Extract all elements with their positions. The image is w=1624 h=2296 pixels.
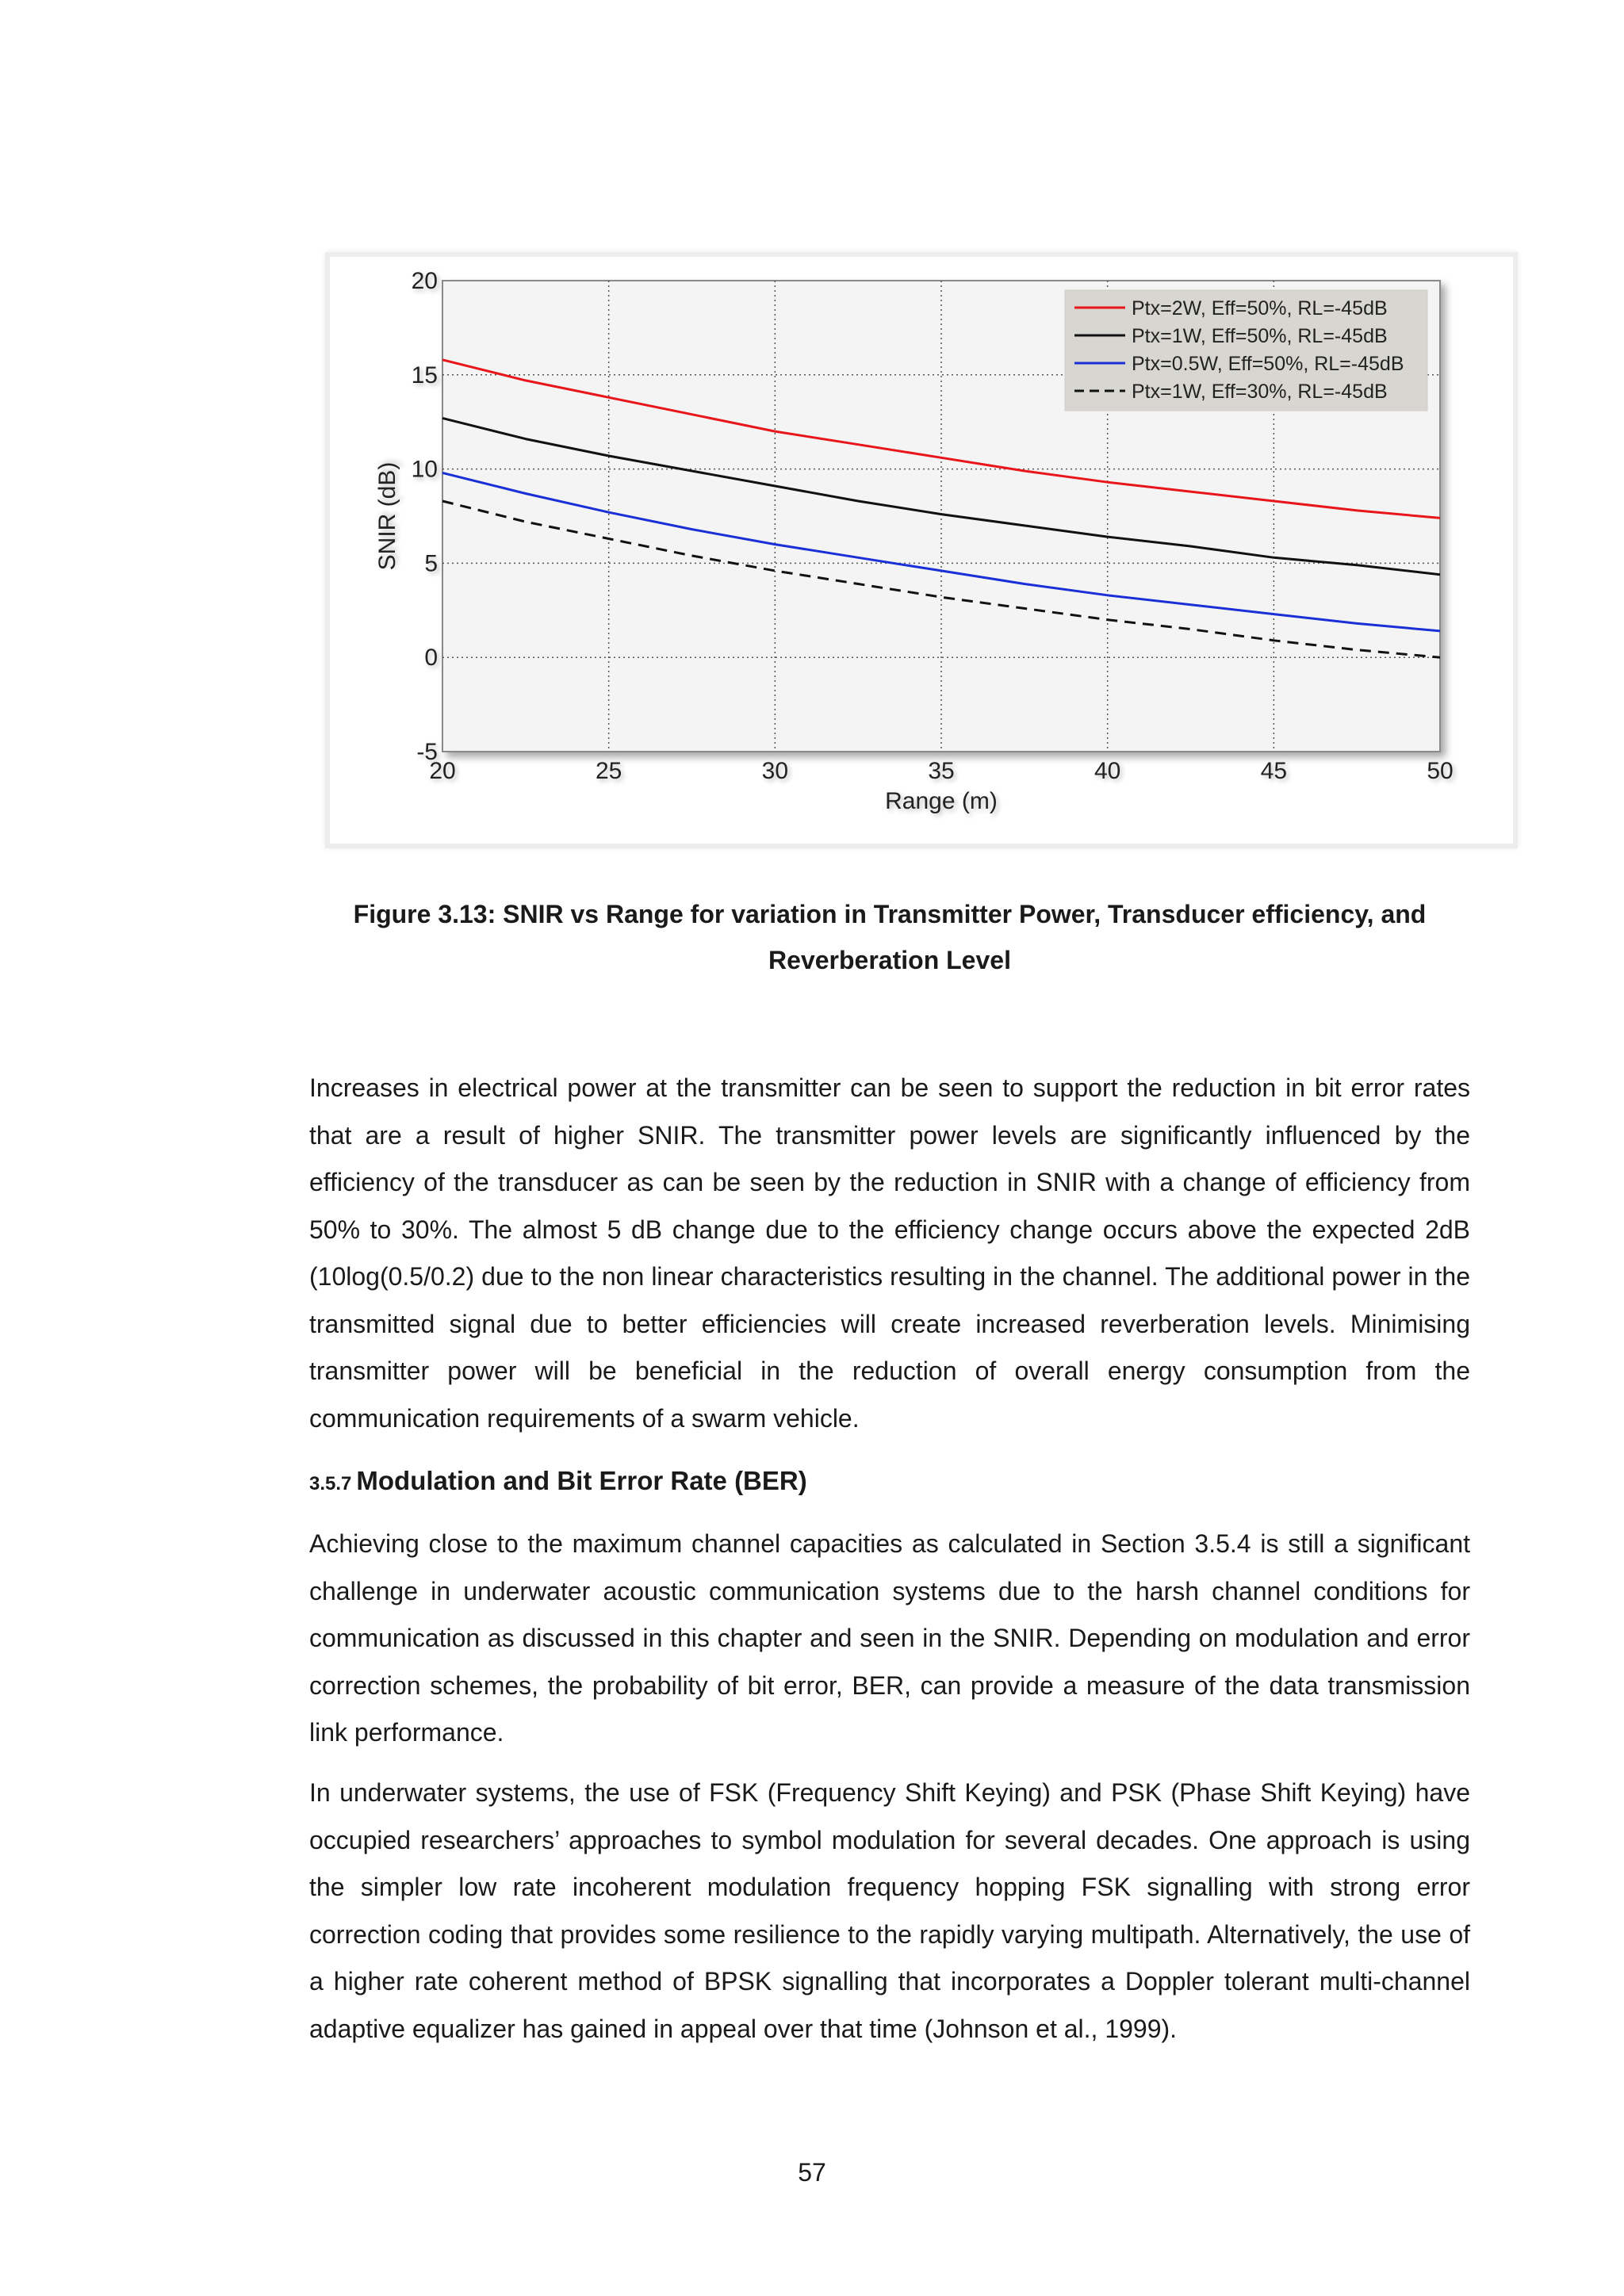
x-tick-label: 45 <box>1260 758 1288 784</box>
figure-caption <box>309 891 1470 983</box>
caption-line-2: Reverberation Level <box>768 946 1011 974</box>
y-tick-label: 10 <box>411 456 438 483</box>
y-tick-label: 15 <box>411 362 438 388</box>
x-tick-label: 50 <box>1427 758 1454 784</box>
y-tick-label: -5 <box>416 739 438 765</box>
paragraph-transmitter-power: Increases in electrical power at the transmitter can be seen to support the reduction in bit error rates that are a result of higher SNIR. The transmitter power levels are significantly influenced by the efficiency of the transducer as can be seen by the reduction in SNIR with a change of efficiency from 50% to 30%. The almost 5 dB change due to the efficiency change occurs above the expected 2dB (10log(0.5/0.2) due to the non linear characteristics resulting in the channel. The additional power in the transmitted signal due to better efficiencies will create increased reverberation levels. Minimising transmitter power will be beneficial in the reduction of overall energy consumption from the communication requirements of a swarm vehicle. <box>309 1073 1470 1433</box>
x-axis-label: Range (m) <box>885 788 998 814</box>
paragraph-fsk-psk: In underwater systems, the use of FSK (Frequency Shift Keying) and PSK (Phase Shift Keying) have occupied researchers’ approaches to symbol modulation for several decades. One approach is using the simpler low rate incoherent modulation frequency hopping FSK signalling with strong error correction coding that provides some resilience to the rapidly varying multipath. Alternatively, the use of a higher rate coherent method of BPSK signalling that incorporates a Doppler tolerant multi-channel adaptive equalizer has gained in appeal over that time (Johnson et al., 1999). <box>309 1778 1470 2043</box>
y-tick-label: 0 <box>424 645 438 672</box>
page-number: 57 <box>798 2158 826 2187</box>
section-heading <box>309 1460 807 1505</box>
y-tick-label: 20 <box>411 268 438 294</box>
legend-label: Ptx=1W, Eff=30%, RL=-45dB <box>1132 381 1388 403</box>
y-tick-label: 5 <box>424 550 438 577</box>
x-tick-label: 25 <box>595 758 622 784</box>
x-tick-label: 40 <box>1094 758 1121 784</box>
x-tick-label: 30 <box>761 758 789 784</box>
legend-label: Ptx=0.5W, Eff=50%, RL=-45dB <box>1132 353 1404 375</box>
legend <box>1065 290 1427 411</box>
snir-range-chart <box>325 252 1518 848</box>
caption-line-1: Figure 3.13: SNIR vs Range for variation in Transmitter Power, Transducer efficiency, and <box>353 900 1427 928</box>
x-tick-label: 35 <box>928 758 955 784</box>
legend-label: Ptx=1W, Eff=50%, RL=-45dB <box>1132 325 1388 347</box>
section-title: Modulation and Bit Error Rate (BER) <box>356 1466 807 1495</box>
x-tick-label: 20 <box>429 758 456 784</box>
paragraph-channel-capacity: Achieving close to the maximum channel capacities as calculated in Section 3.5.4 is still a significant challenge in underwater acoustic communication systems due to the harsh channel conditions for communication as discussed in this chapter and seen in the SNIR. Depending on modulation and error correction schemes, the probability of bit error, BER, can provide a measure of the data transmission link performance. <box>309 1529 1470 1747</box>
y-axis-label: SNIR (dB) <box>374 461 400 571</box>
section-number: 3.5.7 <box>309 1473 352 1494</box>
legend-label: Ptx=2W, Eff=50%, RL=-45dB <box>1132 297 1388 320</box>
